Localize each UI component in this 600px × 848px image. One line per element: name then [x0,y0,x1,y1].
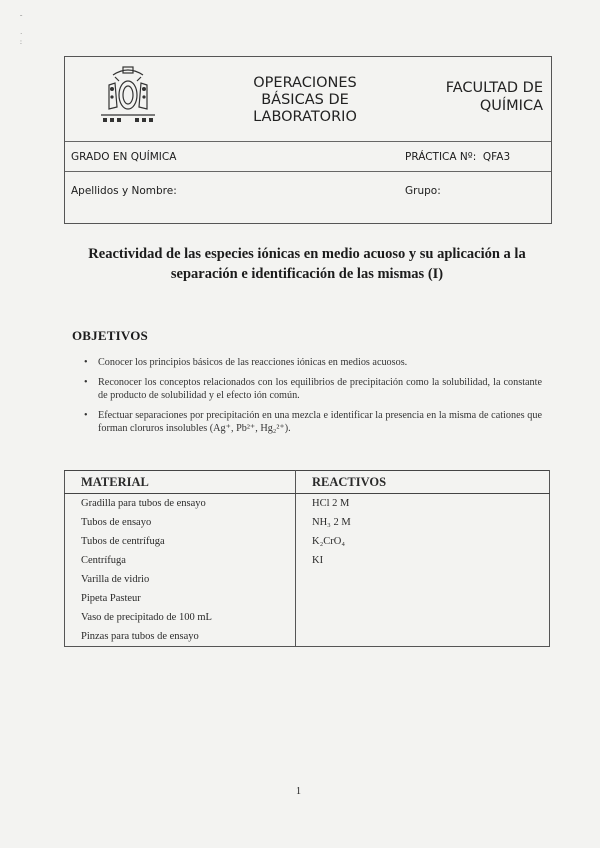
reactivos-column-header: REACTIVOS [296,471,550,494]
header-box [64,56,552,224]
list-item: • Conocer los principios básicos de las reacciones iónicas en medios acuosos. [84,357,408,368]
divider [65,171,551,172]
practice-label: PRÁCTICA Nº: [405,151,477,163]
scan-marks: ˇ · : [20,14,23,46]
table-header-row [65,471,550,494]
objectives-list [82,356,542,442]
faculty-title: FACULTAD DE QUÍMICA [445,80,543,114]
materials-table [64,470,550,647]
list-item: • Reconocer los conceptos relacionados con los equilibrios de precipitación como la solubilidad, la constante de producto de solubilidad y el efecto ión común. [84,376,542,401]
divider [65,141,551,142]
bullet-icon: • [84,376,88,388]
university-seal-icon [95,63,161,125]
table-row: Varilla de vidrio [65,570,550,589]
material-column-header: MATERIAL [65,471,296,494]
table-row: Gradilla para tubos de ensayo HCl 2 M [65,494,550,514]
table-row: Tubos de centrífuga K₂CrO₄ [65,532,550,551]
lab-course-title: OPERACIONES BÁSICAS DE LABORATORIO [253,75,357,125]
degree-label: GRADO EN QUÍMICA [71,151,177,163]
list-item: • Efectuar separaciones por precipitación en una mezcla e identificar la presencia en la misma de cationes que forman cloruros insolubles (Ag⁺, Pb²⁺, Hg₂²⁺). [84,409,542,434]
table-row: Centrífuga KI [65,551,550,570]
name-field-label: Apellidos y Nombre: [71,185,177,197]
page-number: 1 [296,786,301,797]
practice-number [405,151,510,163]
objectives-heading: OBJETIVOS [72,328,148,343]
table-row: Vaso de precipitado de 100 mL [65,608,550,627]
group-field-label: Grupo: [405,185,441,197]
bullet-icon: • [84,357,88,368]
table-row: Pinzas para tubos de ensayo [65,627,550,647]
table-row: Tubos de ensayo NH₃ 2 M [65,513,550,532]
table-row: Pipeta Pasteur [65,589,550,608]
practice-code: QFA3 [482,151,511,163]
practice-title: Reactividad de las especies iónicas en medio acuoso y su aplicación a la separación e identificación de las mismas (I) [88,246,526,282]
bullet-icon: • [84,409,88,421]
